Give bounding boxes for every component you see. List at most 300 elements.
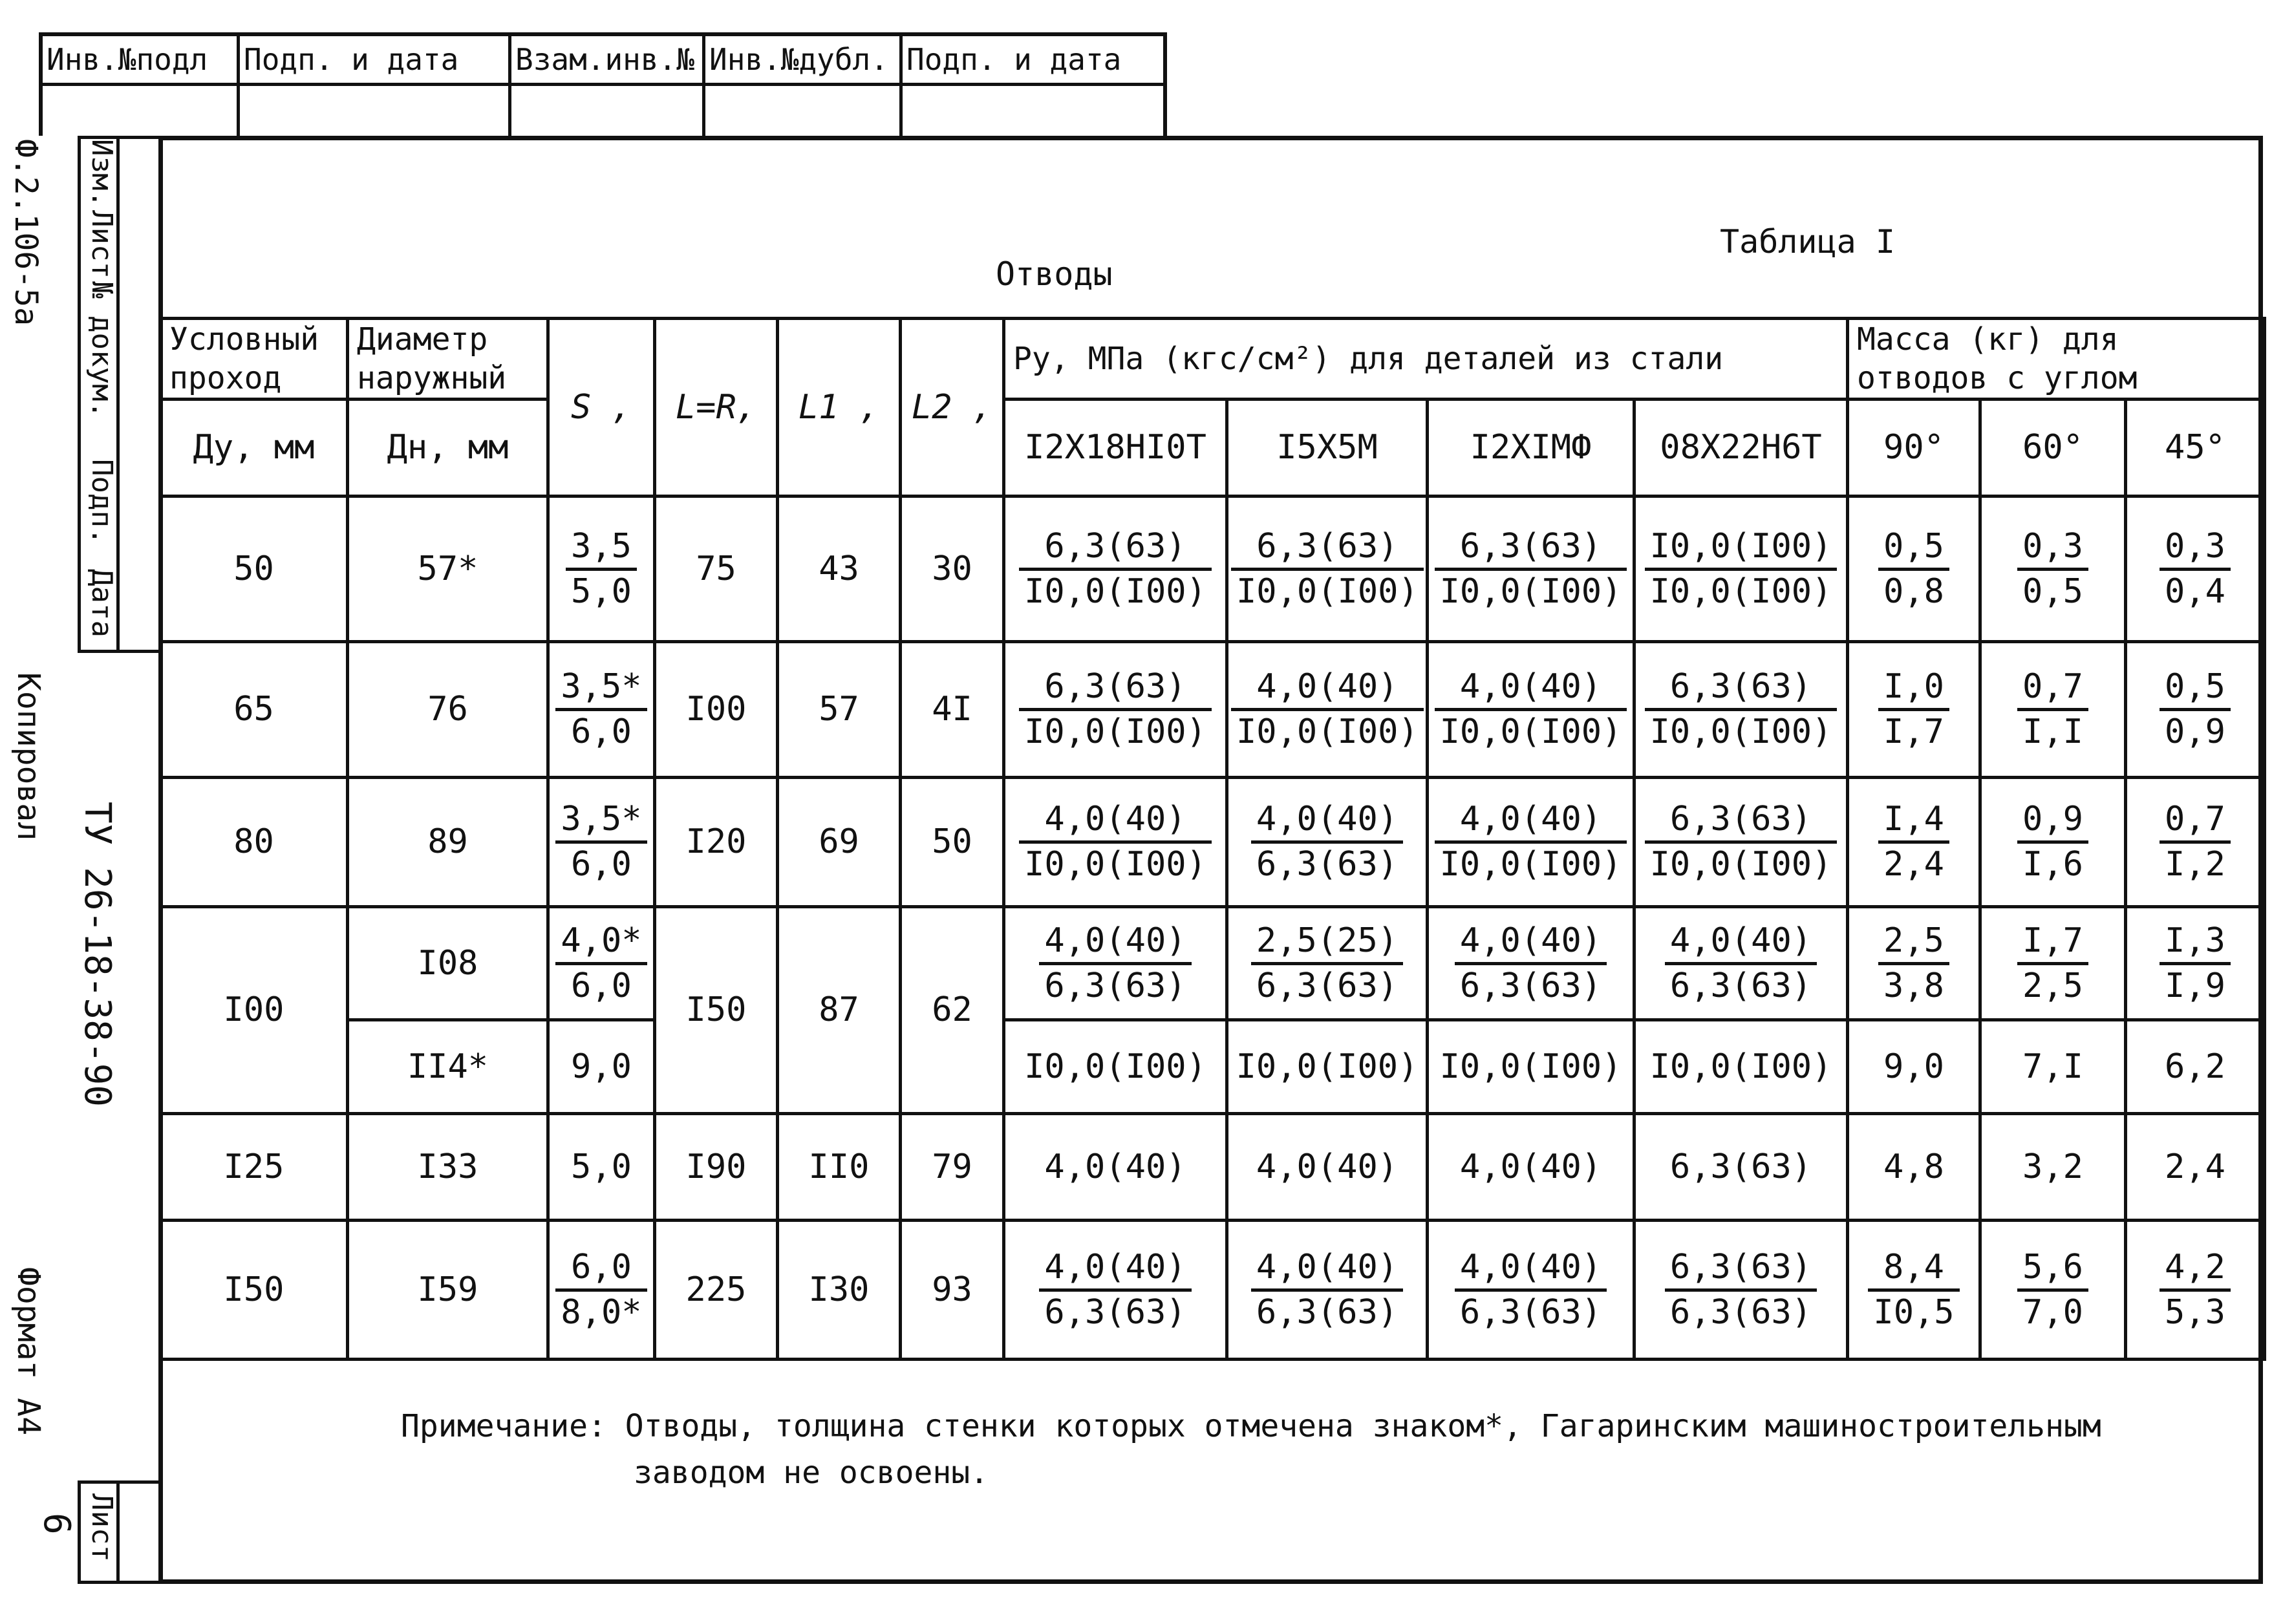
cell-value: I25 [223,1147,284,1186]
fraction-denominator: I,9 [2165,966,2225,1005]
footnote [401,1403,2101,1496]
top-stamp [39,32,1167,136]
fraction-denominator: I0,0(I00) [1236,572,1419,611]
fraction [1251,1246,1403,1334]
cell-l1 [778,497,901,642]
fraction [566,526,637,613]
header-du-top: Условный проход [160,319,348,400]
fraction [1019,526,1212,613]
change-col-sign: Подп. [85,459,118,545]
cell-l2 [901,497,1004,642]
fraction-denominator: 0,8 [1883,572,1944,611]
cell-du [160,1221,348,1360]
fraction-denominator: 6,3(63) [1044,1292,1186,1332]
cell-value: 4,8 [1883,1147,1944,1186]
fraction-numerator: 3,5* [555,666,647,711]
top-stamp-labels [43,36,1163,86]
cell-du [160,907,348,1114]
fraction-denominator: I,6 [2022,845,2083,884]
footnote-line: Примечание: Отводы, толщина стенки которых отмечена знаком*, Гагаринским машиностроительным [401,1408,2101,1444]
cell-mass [1848,497,1980,642]
cell-value: 225 [685,1270,747,1309]
fraction-numerator: 6,3(63) [1665,1246,1817,1292]
fraction-numerator: 0,5 [2160,666,2231,711]
fraction [555,666,647,753]
doc-code: ТУ 26-18-38-90 [76,802,118,1107]
header-pressure: Ру, МПа (кгс/см²) для деталей из стали [1004,319,1848,400]
cell-value: 43 [819,549,859,588]
cell-value: 6,3(63) [1669,1147,1812,1186]
cell-value: I00 [685,690,747,729]
fraction-denominator: 6,3(63) [1256,966,1399,1005]
header-l1: L1 , [778,319,901,497]
cell-mass [1980,1020,2126,1114]
cell-value: 4,0(40) [1459,1147,1602,1186]
fraction-numerator: 4,0(40) [1665,920,1817,965]
fraction-denominator: I0,0(I00) [1439,572,1622,611]
table-row [160,1221,2265,1360]
cell-value: I33 [417,1147,478,1186]
cell-value: II0 [808,1147,870,1186]
stamp-value [903,86,1163,140]
table-row [160,497,2265,642]
fraction [1251,798,1403,886]
cell-du [160,497,348,642]
fraction [1645,666,1838,753]
cell-pressure [1004,907,1227,1020]
fraction-numerator: 6,3(63) [1645,798,1838,844]
fraction-numerator: 2,5 [1878,920,1949,965]
fraction-denominator: 6,3(63) [1256,1292,1399,1332]
cell-value: 50 [932,822,972,861]
fraction [1019,798,1212,886]
cell-value: I0,0(I00) [1024,1047,1206,1086]
fraction [1878,920,1949,1007]
cell-mass [2126,642,2265,778]
fraction-numerator: 4,0(40) [1231,666,1424,711]
table-title: Отводы [996,255,1113,293]
stamp-cell: Инв.№дубл. [705,36,903,83]
cell-value: I0,0(I00) [1236,1047,1419,1086]
cell-pressure [1004,1020,1227,1114]
cell-mass [1980,907,2126,1020]
cell-pressure [1428,642,1635,778]
cell-value: I50 [223,1270,284,1309]
fraction-numerator: 4,0(40) [1039,1246,1191,1292]
cell-pressure [1635,1114,1848,1221]
stamp-value [705,86,903,140]
cell-du [160,642,348,778]
copied-label: Копировал [10,672,47,841]
change-col-doc: № докум. [85,281,118,418]
stamp-cell: Взам.инв.№ [511,36,705,83]
cell-l [655,1114,778,1221]
fraction [1019,666,1212,753]
fraction-denominator: I0,0(I00) [1649,845,1832,884]
cell-value: 57* [417,549,478,588]
table-row [160,1114,2265,1221]
fraction-denominator: 2,5 [2022,966,2083,1005]
fraction [2017,526,2088,613]
fraction [1039,920,1191,1007]
fraction-numerator: 6,3(63) [1019,526,1212,571]
table-body [160,497,2265,1360]
cell-pressure [1635,907,1848,1020]
cell-mass [1980,1221,2126,1360]
fraction-numerator: 2,5(25) [1251,920,1403,965]
cell-mass [1980,497,2126,642]
fraction-numerator: 4,0(40) [1251,798,1403,844]
table-number: Таблица I [1720,223,1895,261]
fraction [1878,526,1949,613]
cell-mass [2126,497,2265,642]
cell-value: I0,0(I00) [1649,1047,1832,1086]
cell-pressure [1227,778,1428,907]
fraction-numerator: 4,0(40) [1455,1246,1607,1292]
cell-du [160,778,348,907]
cell-pressure [1227,1221,1428,1360]
fraction [1645,526,1838,613]
cell-value: 4I [932,690,972,729]
fraction-numerator: 3,5 [566,526,637,571]
cell-pressure [1635,1221,1848,1360]
cell-l2 [901,778,1004,907]
fraction-denominator: 5,0 [571,572,632,611]
header-mass: Масса (кг) для отводов с углом [1848,319,2265,400]
cell-s [548,642,655,778]
fraction [2160,920,2231,1007]
table-row [160,778,2265,907]
fraction [1251,920,1403,1007]
cell-s [548,1221,655,1360]
fraction-denominator: I0,0(I00) [1439,712,1622,751]
fraction-numerator: 4,0(40) [1455,920,1607,965]
cell-l1 [778,1114,901,1221]
cell-pressure [1428,497,1635,642]
fraction [2160,526,2231,613]
cell-value: 93 [932,1270,972,1309]
cell-l2 [901,1114,1004,1221]
change-col-date: Дата [85,569,118,637]
cell-pressure [1227,1020,1428,1114]
cell-pressure [1635,497,1848,642]
cell-mass [1848,907,1980,1020]
form-code: Ф.2.106-5а [8,139,44,326]
fraction [1645,798,1838,886]
cell-pressure [1004,778,1227,907]
cell-l [655,1221,778,1360]
fraction [1039,1246,1191,1334]
fraction-numerator: 0,3 [2160,526,2231,571]
cell-s [548,907,655,1020]
cell-pressure [1004,1221,1227,1360]
cell-value: 89 [427,822,468,861]
cell-value: I20 [685,822,747,861]
cell-l1 [778,1221,901,1360]
cell-l [655,497,778,642]
cell-pressure [1004,642,1227,778]
cell-l1 [778,642,901,778]
format-label: Формат А4 [10,1267,47,1436]
cell-dn [348,1114,548,1221]
cell-value: 79 [932,1147,972,1186]
header-row-2 [160,400,2265,497]
cell-mass [1848,1221,1980,1360]
cell-dn [348,642,548,778]
table-row [160,642,2265,778]
fraction-denominator: I0,0(I00) [1649,712,1832,751]
cell-value: 80 [233,822,274,861]
fraction [1455,920,1607,1007]
cell-dn [348,907,548,1020]
cell-mass [1848,1020,1980,1114]
fraction-denominator: I0,0(I00) [1649,572,1832,611]
fraction-denominator: I0,5 [1873,1292,1955,1332]
fraction-numerator: 0,9 [2017,798,2088,844]
fraction [555,798,647,886]
header-angle: 60° [1980,400,2126,497]
cell-l [655,642,778,778]
fraction-numerator: 0,7 [2160,798,2231,844]
fraction-numerator: I,4 [1878,798,1949,844]
fraction-numerator: 4,0(40) [1039,920,1191,965]
cell-pressure [1428,1221,1635,1360]
fraction [2160,1246,2231,1334]
fraction-denominator: 6,0 [571,966,632,1005]
cell-l [655,778,778,907]
fraction-numerator: 6,3(63) [1645,666,1838,711]
fraction-numerator: 4,0* [555,920,647,965]
cell-dn [348,1020,548,1114]
fraction-denominator: 5,3 [2165,1292,2225,1332]
fraction [1231,666,1424,753]
fraction [2160,798,2231,886]
cell-mass [2126,907,2265,1020]
header-steel: I5X5M [1227,400,1428,497]
fraction-denominator: 0,9 [2165,712,2225,751]
fraction [555,920,647,1007]
fraction [2017,666,2088,753]
cell-value: 69 [819,822,859,861]
cell-value: I00 [223,990,284,1029]
cell-dn [348,1221,548,1360]
cell-s [548,1020,655,1114]
table-row [160,907,2265,1020]
cell-pressure [1635,642,1848,778]
cell-du [160,1114,348,1221]
fraction-denominator: 6,3(63) [1044,966,1186,1005]
cell-s [548,1114,655,1221]
fraction [1455,1246,1607,1334]
cell-l2 [901,1221,1004,1360]
fraction-denominator: I,7 [1883,712,1944,751]
fraction-denominator: I0,0(I00) [1024,712,1206,751]
fraction-denominator: 6,3(63) [1669,966,1812,1005]
cell-s [548,778,655,907]
fraction-denominator: 6,0 [571,712,632,751]
cell-s [548,497,655,642]
cell-value: 9,0 [571,1047,632,1086]
fraction [1878,798,1949,886]
cell-value: II4* [407,1047,489,1086]
fraction-numerator: 0,7 [2017,666,2088,711]
fraction-denominator: 6,3(63) [1256,845,1399,884]
cell-mass [2126,1221,2265,1360]
cell-mass [1848,642,1980,778]
fraction-denominator: I,I [2022,712,2083,751]
fraction-numerator: 0,5 [1878,526,1949,571]
cell-mass [1848,1114,1980,1221]
fraction [1665,1246,1817,1334]
header-steel: I2XIMФ [1428,400,1635,497]
cell-mass [1980,778,2126,907]
fraction [2017,798,2088,886]
fraction-numerator: 4,0(40) [1251,1246,1403,1292]
cell-mass [2126,1020,2265,1114]
cell-value: 50 [233,549,274,588]
header-row-1 [160,319,2265,400]
stamp-value [511,86,705,140]
cell-dn [348,497,548,642]
fraction [1435,526,1627,613]
cell-mass [1980,642,2126,778]
fraction-numerator: 6,3(63) [1019,666,1212,711]
fraction-denominator: I0,0(I00) [1024,845,1206,884]
cell-pressure [1635,1020,1848,1114]
cell-mass [2126,778,2265,907]
cell-l [655,907,778,1114]
fraction-numerator: 0,3 [2017,526,2088,571]
cell-pressure [1635,778,1848,907]
fraction-denominator: I0,0(I00) [1024,572,1206,611]
fraction-numerator: 6,3(63) [1231,526,1424,571]
fraction-numerator: 6,3(63) [1435,526,1627,571]
fraction-numerator: 4,2 [2160,1246,2231,1292]
fraction-denominator: 7,0 [2022,1292,2083,1332]
sheet-number: 6 [36,1513,78,1535]
header-du: Ду, мм [160,400,348,497]
header-angle: 90° [1848,400,1980,497]
fraction [1665,920,1817,1007]
header-l2: L2 , [901,319,1004,497]
cell-pressure [1004,497,1227,642]
fraction-numerator: I,7 [2017,920,2088,965]
cell-value: 4,0(40) [1256,1147,1399,1186]
fraction-denominator: I0,0(I00) [1236,712,1419,751]
stamp-value [240,86,511,140]
fraction [555,1246,647,1334]
header-angle: 45° [2126,400,2265,497]
cell-pressure [1004,1114,1227,1221]
cell-mass [2126,1114,2265,1221]
cell-value: I90 [685,1147,747,1186]
fraction-numerator: 8,4 [1868,1246,1959,1292]
bends-table [158,317,2266,1361]
cell-value: 6,2 [2165,1047,2225,1086]
header-l: L=R, [655,319,778,497]
cell-pressure [1227,1114,1428,1221]
fraction-denominator: 6,3(63) [1669,1292,1812,1332]
fraction-denominator: 6,0 [571,845,632,884]
fraction-numerator: I,0 [1878,666,1949,711]
fraction-numerator: 4,0(40) [1019,798,1212,844]
cell-value: I08 [417,943,478,983]
fraction [2160,666,2231,753]
cell-pressure [1227,642,1428,778]
cell-value: 4,0(40) [1044,1147,1186,1186]
change-col-list: Лист [85,210,118,279]
cell-value: 30 [932,549,972,588]
fraction-numerator: 5,6 [2017,1246,2088,1292]
fraction-denominator: 6,3(63) [1459,1292,1602,1332]
top-stamp-values [43,86,1163,140]
cell-l1 [778,907,901,1114]
cell-value: 75 [696,549,736,588]
cell-pressure [1428,1114,1635,1221]
cell-mass [1980,1114,2126,1221]
fraction-numerator: 4,0(40) [1435,798,1627,844]
header-dn-top: Диаметр наружный [348,319,548,400]
fraction [2017,920,2088,1007]
fraction-denominator: 8,0* [561,1292,642,1332]
fraction-denominator: 6,3(63) [1459,966,1602,1005]
fraction-denominator: I0,0(I00) [1439,845,1622,884]
fraction [1435,798,1627,886]
fraction-numerator: I0,0(I00) [1645,526,1838,571]
cell-pressure [1227,907,1428,1020]
cell-value: 9,0 [1883,1047,1944,1086]
fraction-denominator: I,2 [2165,845,2225,884]
fraction [2017,1246,2088,1334]
fraction-numerator: I,3 [2160,920,2231,965]
stamp-cell: Инв.№подл [43,36,240,83]
cell-pressure [1227,497,1428,642]
fraction-denominator: 0,5 [2022,572,2083,611]
cell-l2 [901,907,1004,1114]
footnote-line: заводом не освоены. [634,1455,989,1491]
cell-value: I59 [417,1270,478,1309]
cell-l1 [778,778,901,907]
fraction-numerator: 6,0 [555,1246,647,1292]
header-steel: I2X18HI0T [1004,400,1227,497]
cell-value: 87 [819,990,859,1029]
fraction [1435,666,1627,753]
cell-value: 3,2 [2022,1147,2083,1186]
header-dn: Дн, мм [348,400,548,497]
cell-value: I30 [808,1270,870,1309]
cell-value: 76 [427,690,468,729]
cell-pressure [1428,778,1635,907]
cell-value: I50 [685,990,747,1029]
cell-value: 7,I [2022,1047,2083,1086]
fraction-numerator: 3,5* [555,798,647,844]
header-steel: 08X22H6T [1635,400,1848,497]
cell-pressure [1428,1020,1635,1114]
fraction [1878,666,1949,753]
fraction-denominator: 0,4 [2165,572,2225,611]
cell-value: 2,4 [2165,1147,2225,1186]
fraction-denominator: 2,4 [1883,845,1944,884]
cell-dn [348,778,548,907]
fraction [1868,1246,1959,1334]
fraction-numerator: 4,0(40) [1435,666,1627,711]
fraction [1231,526,1424,613]
cell-mass [1848,778,1980,907]
header-s: S , [548,319,655,497]
stamp-value [43,86,240,140]
change-col-izm: Изм. [85,139,118,208]
cell-value: 5,0 [571,1147,632,1186]
